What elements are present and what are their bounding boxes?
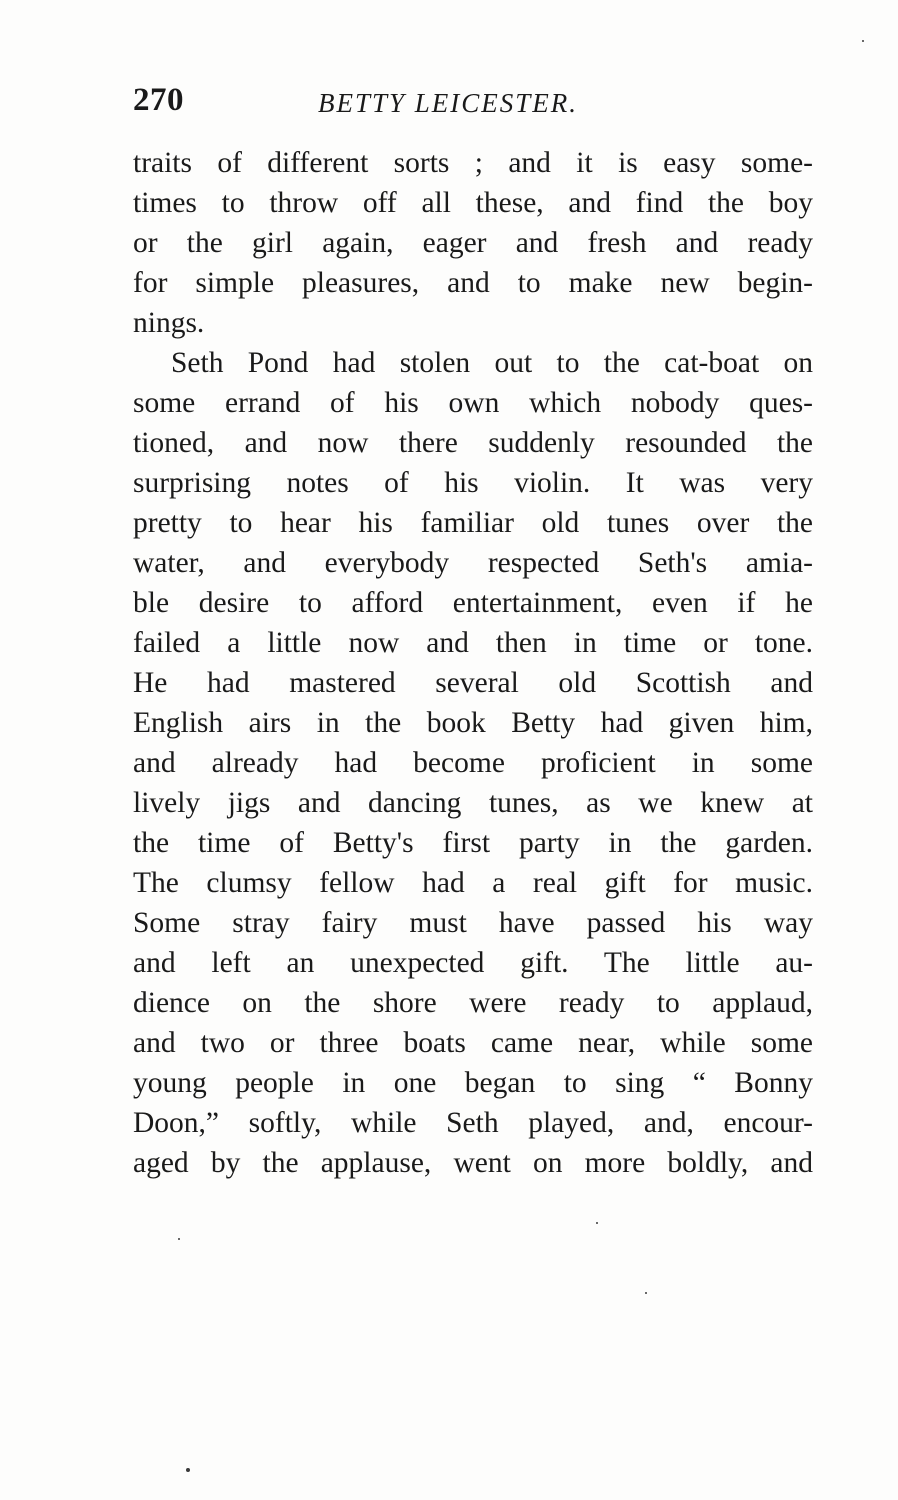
- scan-speck: [178, 1238, 180, 1240]
- text-line: Seth Pond had stolen out to the cat-boat on: [171, 347, 813, 379]
- text-line: for simple pleasures, and to make new begin-: [133, 267, 813, 299]
- text-line: and two or three boats came near, while some: [133, 1027, 813, 1059]
- text-line: dience on the shore were ready to applaud,: [133, 987, 813, 1019]
- text-line: aged by the applause, went on more boldly, and: [133, 1147, 813, 1179]
- body-text: [133, 143, 813, 1183]
- text-line: or the girl again, eager and fresh and ready: [133, 227, 813, 259]
- text-line: traits of different sorts ; and it is easy some-: [133, 147, 813, 179]
- text-line: times to throw off all these, and find the boy: [133, 187, 813, 219]
- scan-speck: [862, 40, 864, 42]
- text-line: and left an unexpected gift. The little au-: [133, 947, 813, 979]
- text-line: He had mastered several old Scottish and: [133, 667, 813, 699]
- text-line: water, and everybody respected Seth's amia-: [133, 547, 813, 579]
- scan-speck: [186, 1468, 190, 1472]
- text-line: tioned, and now there suddenly resounded the: [133, 427, 813, 459]
- page-header: [133, 82, 813, 126]
- text-line: The clumsy fellow had a real gift for music.: [133, 867, 813, 899]
- text-line: Some stray fairy must have passed his way: [133, 907, 813, 939]
- text-line: lively jigs and dancing tunes, as we knew at: [133, 787, 813, 819]
- text-line: nings.: [133, 307, 205, 339]
- text-line: surprising notes of his violin. It was very: [133, 467, 813, 499]
- text-line: the time of Betty's first party in the garden.: [133, 827, 813, 859]
- text-line: some errand of his own which nobody ques-: [133, 387, 813, 419]
- running-head: BETTY LEICESTER.: [318, 88, 579, 118]
- scan-speck: [596, 1222, 598, 1224]
- text-line: English airs in the book Betty had given him,: [133, 707, 813, 739]
- text-line: ble desire to afford entertainment, even if he: [133, 587, 813, 619]
- text-line: young people in one began to sing “ Bonny: [133, 1067, 813, 1099]
- page-number: 270: [133, 82, 184, 118]
- text-line: failed a little now and then in time or tone.: [133, 627, 813, 659]
- text-line: Doon,” softly, while Seth played, and, encour-: [133, 1107, 813, 1139]
- text-line: pretty to hear his familiar old tunes over the: [133, 507, 813, 539]
- scan-speck: [645, 1292, 647, 1294]
- text-line: and already had become proficient in some: [133, 747, 813, 779]
